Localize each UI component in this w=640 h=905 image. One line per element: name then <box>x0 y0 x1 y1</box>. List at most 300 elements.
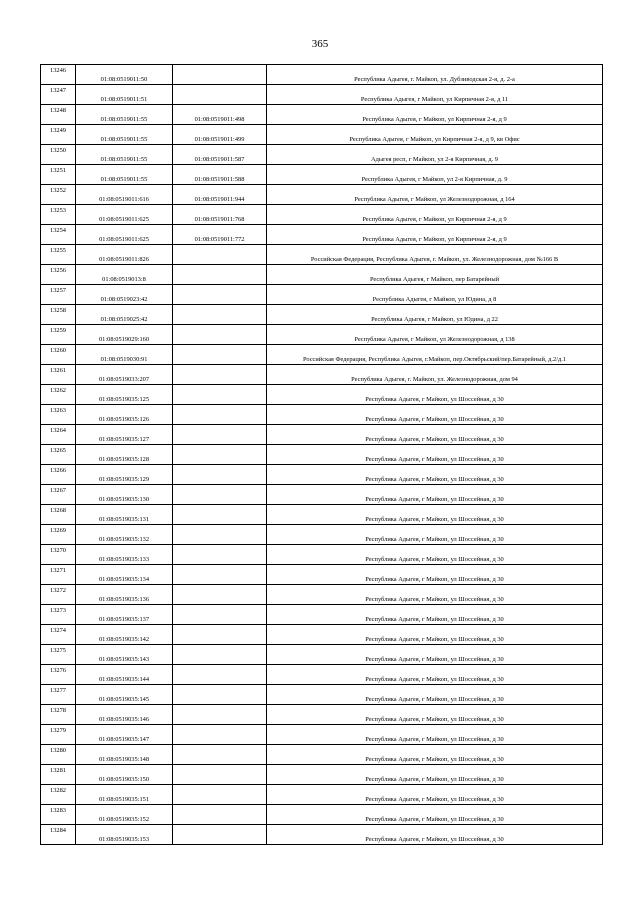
row-number: 13255 <box>50 247 66 254</box>
row-number-cell <box>41 825 76 845</box>
sub-object-number-cell <box>173 285 267 305</box>
address: Республика Адыгея, г. Майкоп, ул. Железнодорожная, дом 94 <box>351 376 518 383</box>
cadastral-number: 01:08:0519011:826 <box>99 256 149 263</box>
address: Республика Адыгея, г Майкоп, ул Шоссейная, д 30 <box>365 716 504 723</box>
sub-object-number-cell <box>173 545 267 565</box>
address: Республика Адыгея, г Майкоп, ул Шоссейная, д 30 <box>365 776 504 783</box>
cadastral-number: 01:08:0519035:137 <box>98 616 150 623</box>
table-row <box>41 305 603 325</box>
cadastral-number-cell <box>76 185 173 205</box>
address-cell <box>267 285 603 305</box>
address-cell <box>267 65 603 85</box>
address-cell <box>267 245 603 265</box>
row-number-cell <box>41 605 76 625</box>
table-row <box>41 785 603 805</box>
row-number-cell <box>41 305 76 325</box>
row-number: 13263 <box>50 407 66 414</box>
address: Российская Федерация, Республика Адыгея, г. Майкоп, ул. Железнодорожная, дом №166 В <box>310 256 559 263</box>
sub-object-number-cell <box>173 225 267 245</box>
table-row <box>41 225 603 245</box>
address-cell <box>267 645 603 665</box>
cadastral-number-cell <box>76 65 173 85</box>
cadastral-number: 01:08:0519011:55 <box>100 116 148 123</box>
cadastral-number-cell <box>76 365 173 385</box>
sub-object-number-cell <box>173 185 267 205</box>
cadastral-number-cell <box>76 805 173 825</box>
table-row <box>41 545 603 565</box>
cadastral-number: 01:08:0519035:127 <box>98 436 150 443</box>
cadastral-number-cell <box>76 565 173 585</box>
address: Республика Адыгея, г Майкоп, ул Шоссейная, д 30 <box>365 636 504 643</box>
row-number: 13252 <box>50 187 66 194</box>
address: Республика Адыгея, г Майкоп, ул Шоссейная, д 30 <box>365 596 504 603</box>
row-number-cell <box>41 265 76 285</box>
address-cell <box>267 665 603 685</box>
address-cell <box>267 385 603 405</box>
row-number-cell <box>41 285 76 305</box>
row-number: 13260 <box>50 347 66 354</box>
row-number-cell <box>41 85 76 105</box>
cadastral-number: 01:08:0519035:147 <box>98 736 150 743</box>
table-row <box>41 565 603 585</box>
row-number: 13282 <box>50 787 66 794</box>
table-row <box>41 405 603 425</box>
sub-object-number: 01:08:0519011:944 <box>194 196 245 203</box>
address: Республика Адыгея, г Майкоп, ул Шоссейная, д 30 <box>365 796 504 803</box>
cadastral-number: 01:08:0519011:51 <box>100 96 148 103</box>
table-row <box>41 585 603 605</box>
table-row <box>41 505 603 525</box>
sub-object-number: 01:08:0519011:768 <box>194 216 245 223</box>
cadastral-number-cell <box>76 745 173 765</box>
table-row <box>41 445 603 465</box>
address: Республика Адыгея, г Майкоп, ул Шоссейная, д 30 <box>365 456 504 463</box>
sub-object-number-cell <box>173 725 267 745</box>
row-number: 13246 <box>50 67 66 74</box>
address-cell <box>267 325 603 345</box>
address-cell <box>267 345 603 365</box>
table-row <box>41 365 603 385</box>
row-number-cell <box>41 705 76 725</box>
row-number: 13277 <box>50 687 66 694</box>
cadastral-number: 01:08:0519035:151 <box>98 796 150 803</box>
sub-object-number-cell <box>173 505 267 525</box>
cadastral-number: 01:08:0519035:142 <box>98 636 150 643</box>
sub-object-number: 01:08:0519011:498 <box>194 116 245 123</box>
row-number-cell <box>41 105 76 125</box>
cadastral-number: 01:08:0519035:153 <box>98 836 150 843</box>
table-row <box>41 805 603 825</box>
sub-object-number-cell <box>173 765 267 785</box>
table-row <box>41 205 603 225</box>
row-number: 13247 <box>50 87 66 94</box>
row-number-cell <box>41 145 76 165</box>
cadastral-number: 01:08:0519035:152 <box>98 816 150 823</box>
row-number: 13257 <box>50 287 66 294</box>
row-number-cell <box>41 385 76 405</box>
row-number: 13256 <box>50 267 66 274</box>
table-row <box>41 185 603 205</box>
sub-object-number-cell <box>173 345 267 365</box>
row-number: 13248 <box>50 107 66 114</box>
row-number: 13275 <box>50 647 66 654</box>
sub-object-number-cell <box>173 745 267 765</box>
cadastral-number: 01:08:0519011:55 <box>100 136 148 143</box>
row-number-cell <box>41 665 76 685</box>
cadastral-number-cell <box>76 585 173 605</box>
row-number-cell <box>41 585 76 605</box>
cadastral-number-cell <box>76 545 173 565</box>
address: Республика Адыгея, г Майкоп, ул Шоссейная, д 30 <box>365 556 504 563</box>
row-number-cell <box>41 785 76 805</box>
cadastral-number-cell <box>76 625 173 645</box>
cadastral-number: 01:08:0519025:42 <box>100 316 148 323</box>
cadastral-number: 01:08:0519035:132 <box>98 536 150 543</box>
cadastral-number: 01:08:0519013:8 <box>102 276 146 283</box>
row-number-cell <box>41 345 76 365</box>
cadastral-number: 01:08:0519035:130 <box>98 496 150 503</box>
row-number-cell <box>41 725 76 745</box>
sub-object-number-cell <box>173 465 267 485</box>
cadastral-number-cell <box>76 385 173 405</box>
cadastral-number-cell <box>76 145 173 165</box>
address: Республика Адыгея, г Майкоп, ул Шоссейная, д 30 <box>365 516 504 523</box>
address: Республика Адыгея, г Майкоп, ул Юдина, д 8 <box>372 296 497 303</box>
sub-object-number-cell <box>173 305 267 325</box>
cadastral-number: 01:08:0519035:126 <box>98 416 150 423</box>
sub-object-number-cell <box>173 325 267 345</box>
cadastral-number: 01:08:0519011:625 <box>99 216 149 223</box>
cadastral-number-cell <box>76 705 173 725</box>
address-cell <box>267 545 603 565</box>
address: Республика Адыгея, г Майкоп, ул Шоссейная, д 30 <box>365 576 504 583</box>
table-row <box>41 85 603 105</box>
table-row <box>41 385 603 405</box>
row-number: 13283 <box>50 807 66 814</box>
address: Республика Адыгея, г Майкоп, ул Шоссейная, д 30 <box>365 396 504 403</box>
row-number-cell <box>41 185 76 205</box>
cadastral-number-cell <box>76 405 173 425</box>
row-number: 13270 <box>50 547 66 554</box>
table-row <box>41 145 603 165</box>
sub-object-number-cell <box>173 645 267 665</box>
address-cell <box>267 445 603 465</box>
row-number: 13268 <box>50 507 66 514</box>
sub-object-number-cell <box>173 825 267 845</box>
address-cell <box>267 225 603 245</box>
address: Республика Адыгея, г Майкоп, ул Железнодорожная, д 164 <box>354 196 515 203</box>
address-cell <box>267 625 603 645</box>
address: Республика Адыгея, г Майкоп, ул Шоссейная, д 30 <box>365 836 504 843</box>
address-cell <box>267 105 603 125</box>
address: Республика Адыгея, г Майкоп, ул Кирпичная 2-я, д 11 <box>360 96 509 103</box>
sub-object-number-cell <box>173 805 267 825</box>
row-number: 13267 <box>50 487 66 494</box>
address: Республика Адыгея, г Майкоп, ул Шоссейная, д 30 <box>365 536 504 543</box>
sub-object-number: 01:08:0519011:587 <box>194 156 245 163</box>
cadastral-number: 01:08:0519033:207 <box>98 376 150 383</box>
cadastral-number-cell <box>76 645 173 665</box>
table-row <box>41 465 603 485</box>
cadastral-number: 01:08:0519035:148 <box>98 756 150 763</box>
row-number-cell <box>41 425 76 445</box>
row-number-cell <box>41 325 76 345</box>
row-number: 13271 <box>50 567 66 574</box>
sub-object-number-cell <box>173 165 267 185</box>
sub-object-number: 01:08:0519011:588 <box>194 176 245 183</box>
row-number: 13280 <box>50 747 66 754</box>
cadastral-number-cell <box>76 525 173 545</box>
row-number-cell <box>41 225 76 245</box>
cadastral-number: 01:08:0519030:91 <box>100 356 148 363</box>
address-cell <box>267 705 603 725</box>
sub-object-number-cell <box>173 625 267 645</box>
sub-object-number-cell <box>173 525 267 545</box>
cadastral-number-cell <box>76 265 173 285</box>
address: Республика Адыгея, г Майкоп, ул Шоссейная, д 30 <box>365 616 504 623</box>
cadastral-number-cell <box>76 325 173 345</box>
row-number-cell <box>41 685 76 705</box>
table-row <box>41 165 603 185</box>
table-row <box>41 425 603 445</box>
cadastral-number-cell <box>76 685 173 705</box>
address: Республика Адыгея, г Майкоп, ул Шоссейная, д 30 <box>365 756 504 763</box>
row-number-cell <box>41 645 76 665</box>
cadastral-number-cell <box>76 285 173 305</box>
cadastral-number: 01:08:0519035:133 <box>98 556 150 563</box>
row-number: 13251 <box>50 167 66 174</box>
cadastral-number-cell <box>76 445 173 465</box>
cadastral-number: 01:08:0519035:129 <box>98 476 150 483</box>
table-row <box>41 485 603 505</box>
address-cell <box>267 485 603 505</box>
cadastral-number-cell <box>76 765 173 785</box>
row-number: 13273 <box>50 607 66 614</box>
cadastral-number: 01:08:0519029:160 <box>98 336 150 343</box>
row-number-cell <box>41 765 76 785</box>
cadastral-number-cell <box>76 465 173 485</box>
address-cell <box>267 685 603 705</box>
address-cell <box>267 305 603 325</box>
row-number: 13269 <box>50 527 66 534</box>
cadastral-number: 01:08:0519035:134 <box>98 576 150 583</box>
cadastral-number-cell <box>76 345 173 365</box>
cadastral-number: 01:08:0519035:150 <box>98 776 150 783</box>
table-row <box>41 345 603 365</box>
address-cell <box>267 365 603 385</box>
address-cell <box>267 585 603 605</box>
cadastral-number-cell <box>76 205 173 225</box>
table-row <box>41 645 603 665</box>
cadastral-number-cell <box>76 305 173 325</box>
row-number-cell <box>41 625 76 645</box>
row-number-cell <box>41 365 76 385</box>
cadastral-number-cell <box>76 425 173 445</box>
row-number: 13266 <box>50 467 66 474</box>
address: Республика Адыгея, г Майкоп, ул Шоссейная, д 30 <box>365 496 504 503</box>
address-cell <box>267 825 603 845</box>
cadastral-number: 01:08:0519011:50 <box>100 76 148 83</box>
sub-object-number-cell <box>173 405 267 425</box>
row-number-cell <box>41 445 76 465</box>
cadastral-number-cell <box>76 725 173 745</box>
cadastral-number-cell <box>76 605 173 625</box>
address: Республика Адыгея, г Майкоп, ул Шоссейная, д 30 <box>365 416 504 423</box>
address: Республика Адыгея, г Майкоп, ул Железнодорожная, д 138 <box>354 336 515 343</box>
address: Республика Адыгея, г Майкоп, ул Кирпичная 2-я, д 9, кв Офис <box>349 136 520 143</box>
table-row <box>41 665 603 685</box>
cadastral-number: 01:08:0519035:128 <box>98 456 150 463</box>
row-number: 13272 <box>50 587 66 594</box>
address: Республика Адыгея, г Майкоп, ул Шоссейная, д 30 <box>365 656 504 663</box>
row-number: 13281 <box>50 767 66 774</box>
row-number-cell <box>41 805 76 825</box>
address: Республика Адыгея, г Майкоп, ул Кирпичная 2-я, д 9 <box>362 236 507 243</box>
cadastral-number: 01:08:0519035:125 <box>98 396 150 403</box>
address: Республика Адыгея, г Майкоп, ул Шоссейная, д 30 <box>365 816 504 823</box>
cadastral-number: 01:08:0519035:144 <box>98 676 150 683</box>
table-row <box>41 605 603 625</box>
sub-object-number: 01:08:0519011:772 <box>194 236 245 243</box>
address: Республика Адыгея, г Майкоп, ул Шоссейная, д 30 <box>365 696 504 703</box>
sub-object-number-cell <box>173 265 267 285</box>
cadastral-number: 01:08:0519035:145 <box>98 696 150 703</box>
table-row <box>41 705 603 725</box>
row-number: 13250 <box>50 147 66 154</box>
table-row <box>41 625 603 645</box>
cadastral-number-cell <box>76 485 173 505</box>
row-number: 13254 <box>50 227 66 234</box>
sub-object-number-cell <box>173 105 267 125</box>
sub-object-number-cell <box>173 425 267 445</box>
sub-object-number-cell <box>173 565 267 585</box>
cadastral-number-cell <box>76 225 173 245</box>
address-cell <box>267 425 603 445</box>
sub-object-number-cell <box>173 145 267 165</box>
cadastral-number: 01:08:0519011:625 <box>99 236 149 243</box>
sub-object-number-cell <box>173 65 267 85</box>
table-row <box>41 725 603 745</box>
cadastral-number: 01:08:0519011:55 <box>100 176 148 183</box>
table-row <box>41 105 603 125</box>
cadastral-number: 01:08:0519011:55 <box>100 156 148 163</box>
sub-object-number-cell <box>173 85 267 105</box>
address-cell <box>267 725 603 745</box>
address: Республика Адыгея, г Майкоп, пер Батарейный <box>369 276 500 283</box>
address-cell <box>267 125 603 145</box>
address: Республика Адыгея, г Майкоп, ул Шоссейная, д 30 <box>365 736 504 743</box>
address-cell <box>267 85 603 105</box>
cadastral-number: 01:08:0519035:131 <box>98 516 150 523</box>
address-cell <box>267 565 603 585</box>
table-row <box>41 65 603 85</box>
row-number: 13265 <box>50 447 66 454</box>
address-cell <box>267 745 603 765</box>
table-row <box>41 245 603 265</box>
address: Адыгея респ, г Майкоп, ул 2-я Кирпичная, д. 9 <box>371 156 498 163</box>
address: Республика Адыгея, г Майкоп, ул 2-я Кирпичная, д. 9 <box>361 176 508 183</box>
table-row <box>41 765 603 785</box>
row-number-cell <box>41 245 76 265</box>
row-number-cell <box>41 745 76 765</box>
sub-object-number-cell <box>173 245 267 265</box>
address-cell <box>267 505 603 525</box>
registry-table <box>40 64 603 845</box>
row-number-cell <box>41 205 76 225</box>
address: Республика Адыгея, г Майкоп, ул Шоссейная, д 30 <box>365 436 504 443</box>
row-number-cell <box>41 125 76 145</box>
sub-object-number-cell <box>173 705 267 725</box>
row-number-cell <box>41 465 76 485</box>
table-row <box>41 525 603 545</box>
address-cell <box>267 805 603 825</box>
row-number: 13253 <box>50 207 66 214</box>
sub-object-number: 01:08:0519011:499 <box>194 136 245 143</box>
row-number-cell <box>41 485 76 505</box>
address-cell <box>267 265 603 285</box>
row-number-cell <box>41 565 76 585</box>
table-row <box>41 125 603 145</box>
cadastral-number-cell <box>76 825 173 845</box>
sub-object-number-cell <box>173 205 267 225</box>
address: Республика Адыгея, г Майкоп, ул Кирпичная 2-я, д 9 <box>362 216 507 223</box>
cadastral-number-cell <box>76 165 173 185</box>
row-number-cell <box>41 65 76 85</box>
cadastral-number-cell <box>76 505 173 525</box>
cadastral-number-cell <box>76 125 173 145</box>
sub-object-number-cell <box>173 785 267 805</box>
address: Республика Адыгея, г. Майкоп, ул. Дубзиводская 2-я, д. 2-а <box>354 76 515 83</box>
row-number: 13249 <box>50 127 66 134</box>
address-cell <box>267 785 603 805</box>
cadastral-number: 01:08:0519011:616 <box>99 196 149 203</box>
address-cell <box>267 765 603 785</box>
sub-object-number-cell <box>173 485 267 505</box>
address-cell <box>267 465 603 485</box>
row-number: 13284 <box>50 827 66 834</box>
row-number: 13258 <box>50 307 66 314</box>
table-row <box>41 285 603 305</box>
cadastral-number: 01:08:0519035:143 <box>98 656 150 663</box>
address: Республика Адыгея, г Майкоп, ул Кирпичная 2-я, д 9 <box>362 116 507 123</box>
table-row <box>41 265 603 285</box>
address-cell <box>267 605 603 625</box>
row-number-cell <box>41 545 76 565</box>
table-row <box>41 325 603 345</box>
address: Республика Адыгея, г Майкоп, ул Юдина, д 22 <box>371 316 498 323</box>
address-cell <box>267 525 603 545</box>
address-cell <box>267 405 603 425</box>
row-number-cell <box>41 405 76 425</box>
address: Республика Адыгея, г Майкоп, ул Шоссейная, д 30 <box>365 676 504 683</box>
sub-object-number-cell <box>173 605 267 625</box>
row-number: 13274 <box>50 627 66 634</box>
row-number: 13261 <box>50 367 66 374</box>
row-number: 13278 <box>50 707 66 714</box>
row-number: 13259 <box>50 327 66 334</box>
table-row <box>41 685 603 705</box>
row-number: 13264 <box>50 427 66 434</box>
sub-object-number-cell <box>173 665 267 685</box>
address-cell <box>267 165 603 185</box>
table-row <box>41 825 603 845</box>
address-cell <box>267 205 603 225</box>
row-number-cell <box>41 165 76 185</box>
address: Российская Федерация, Республика Адыгея, г.Майкоп, пер.Октябрьский/пер.Батарейный, д.2/д.1 <box>302 356 567 363</box>
cadastral-number: 01:08:0519023:42 <box>100 296 148 303</box>
sub-object-number-cell <box>173 385 267 405</box>
cadastral-number-cell <box>76 665 173 685</box>
